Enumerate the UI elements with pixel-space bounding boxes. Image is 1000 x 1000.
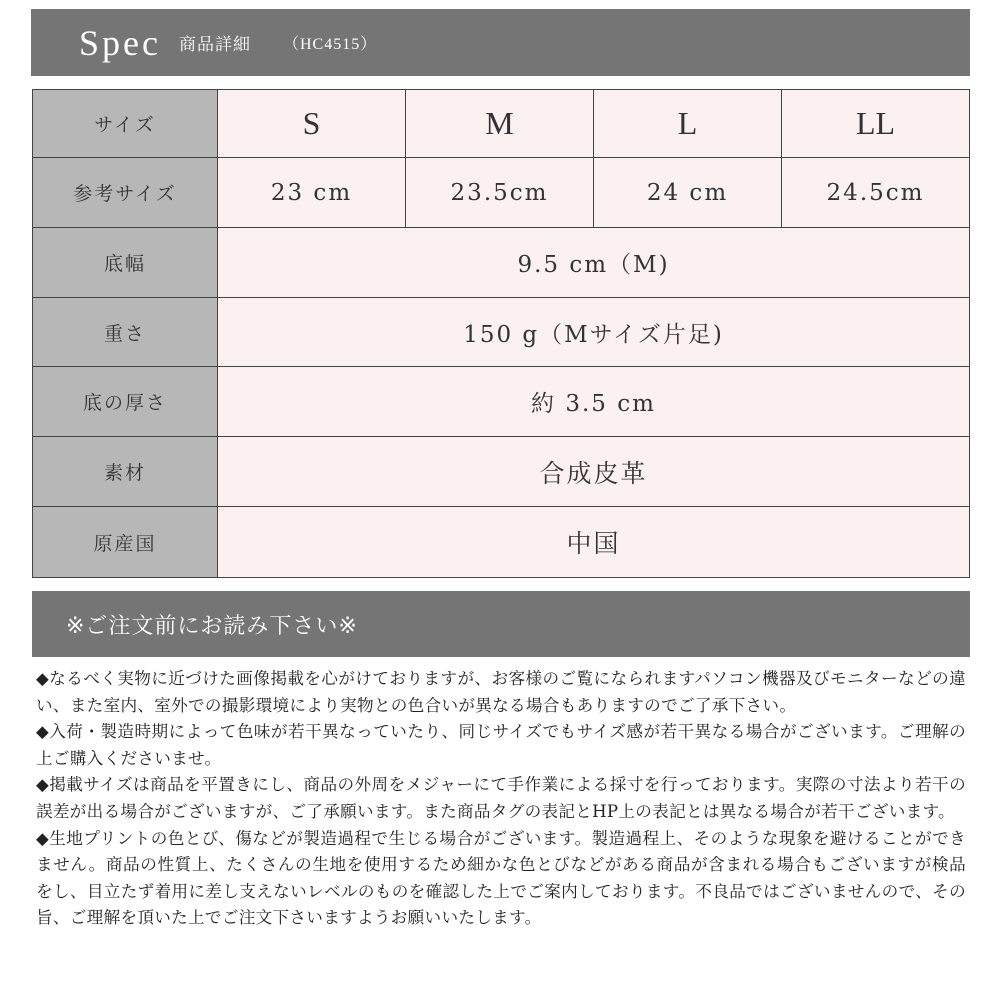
size-s: S	[218, 90, 406, 158]
notice-notes	[36, 666, 966, 932]
spec-title: Spec	[79, 22, 161, 63]
ref-size-m: 23.5cm	[406, 158, 594, 228]
size-m: M	[406, 90, 594, 158]
spec-table	[32, 89, 970, 578]
ref-size-l: 24 cm	[594, 158, 782, 228]
note-paragraph: ◆生地プリントの色とび、傷などが製造過程で生じる場合がございます。製造過程上、そのような現象を避けることができません。商品の性質上、たくさんの生地を使用するため細かな色とびなどがある商品が含まれる場合もございますが検品をし、目立たず着用に差し支えないレベルのものを確認した上でご案内しております。不良品ではございませんので、その旨、ご理解を頂いた上でご注文下さいますようお願いいたします。	[36, 828, 966, 928]
ref-size-row	[33, 158, 970, 228]
note-paragraph: ◆なるべく実物に近づけた画像掲載を心がけておりますが、お客様のご覧になられますパソコン機器及びモニターなどの違い、また室内、室外での撮影環境により実物との色合いが異なる場合もありますのでご了承下さい。	[36, 669, 966, 715]
sole-width-row	[33, 228, 970, 298]
sole-width-value: 9.5 cm（M)	[218, 228, 970, 298]
material-label: 素材	[33, 437, 218, 507]
size-ll: LL	[782, 90, 970, 158]
product-code: （HC4515）	[282, 36, 378, 53]
spec-subtitle: 商品詳細	[178, 35, 251, 55]
size-row	[33, 90, 970, 158]
ref-size-label: 参考サイズ	[33, 158, 218, 228]
note-paragraph: ◆入荷・製造時期によって色味が若干異なっていたり、同じサイズでもサイズ感が若干異なる場合がございます。ご理解の上ご購入くださいませ。	[36, 722, 966, 768]
origin-label: 原産国	[33, 507, 218, 578]
weight-row	[33, 298, 970, 367]
notice-header	[32, 591, 970, 657]
origin-row	[33, 507, 970, 578]
material-value: 合成皮革	[218, 437, 970, 507]
notice-title: ※ご注文前にお読み下さい※	[66, 613, 358, 639]
spec-header	[31, 9, 970, 76]
ref-size-s: 23 cm	[218, 158, 406, 228]
size-label: サイズ	[33, 90, 218, 158]
material-row	[33, 437, 970, 507]
sole-thickness-value: 約 3.5 cm	[218, 367, 970, 437]
weight-label: 重さ	[33, 298, 218, 367]
sole-width-label: 底幅	[33, 228, 218, 298]
ref-size-ll: 24.5cm	[782, 158, 970, 228]
weight-value: 150 g（Mサイズ片足)	[218, 298, 970, 367]
sole-thickness-row	[33, 367, 970, 437]
size-l: L	[594, 90, 782, 158]
origin-value: 中国	[218, 507, 970, 578]
sole-thickness-label: 底の厚さ	[33, 367, 218, 437]
note-paragraph: ◆掲載サイズは商品を平置きにし、商品の外周をメジャーにて手作業による採寸を行っております。実際の寸法より若干の誤差が出る場合がございますが、ご了承願います。また商品タグの表記とHP上の表記とは異なる場合が若干ございます。	[36, 775, 966, 821]
